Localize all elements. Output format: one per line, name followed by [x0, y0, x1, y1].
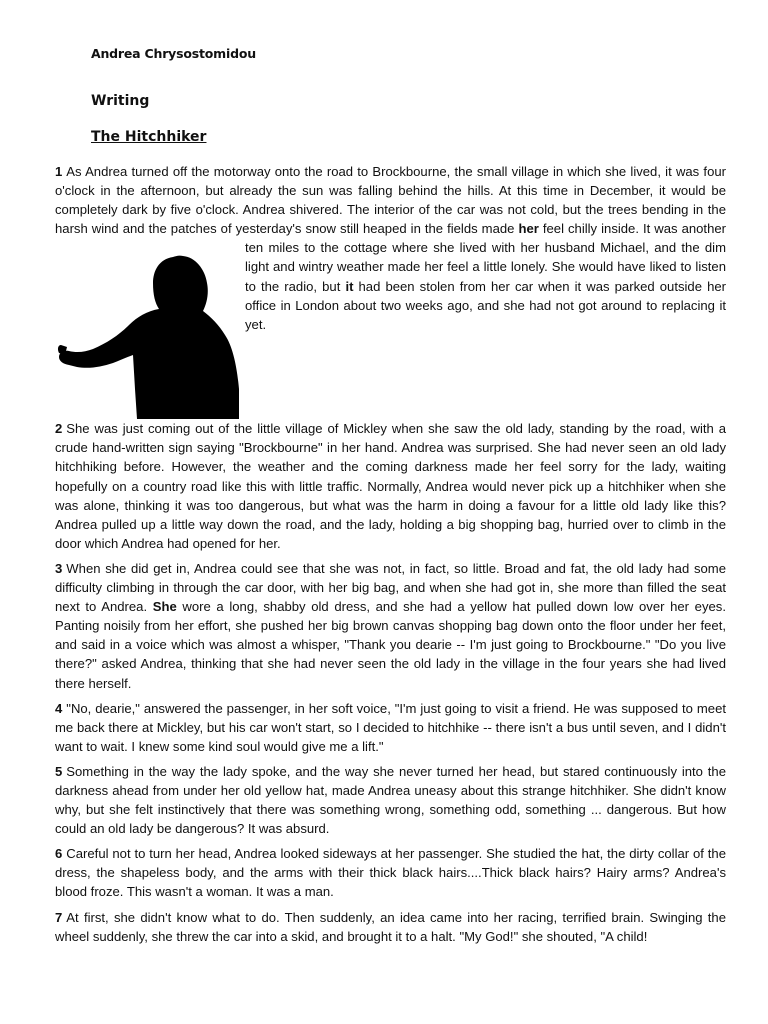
- paragraph-number: 7: [55, 909, 63, 925]
- paragraph-5-text: Something in the way the lady spoke, and the way she never turned her head, but stared continuously into the darkness ahead from under her old yellow hat, made Andrea uneasy about this strange hitchhiker. She didn't know why, but she felt instinctively that there was something wrong, something odd, something ... dangerous. But how could an old lady be dangerous? It was absurd.: [55, 763, 726, 837]
- paragraph-1-text-a: As Andrea turned off the motorway onto the road to Brockbourne, the small village in which she lived, it was four o'clock in the afternoon, but already the sun was falling behind the hills. At this time in December, it would be completely dark by five o'clock. Andrea shivered. The interior of the car was not cold, but the trees bending in the harsh wind and the patches of yesterday's snow still heaped in the fields made: [55, 164, 726, 237]
- emphasis-it: it: [345, 278, 354, 294]
- hitchhiker-silhouette-icon: [55, 239, 241, 419]
- paragraph-4: [55, 699, 726, 756]
- paragraph-number: 6: [55, 846, 63, 862]
- paragraph-6-text: Careful not to turn her head, Andrea looked sideways at her passenger. She studied the hat, the dirty collar of the dress, the shapeless body, and the arms with their thick black hairs....Thick black hairs? Hairy arms? Andrea's blood froze. This wasn't a woman. It was a man.: [55, 846, 726, 900]
- emphasis-she: She: [152, 599, 177, 615]
- paragraph-5: [55, 762, 726, 838]
- story-title: The Hitchhiker: [91, 129, 207, 145]
- paragraph-7-text: At first, she didn't know what to do. Then suddenly, an idea came into her racing, terrified brain. Swinging the wheel suddenly, she threw the car into a skid, and brought it to a halt. "My God!" she shouted, "A child!: [55, 909, 726, 944]
- paragraph-number: 5: [55, 763, 63, 779]
- paragraph-1-text-c: feel chilly inside. It was another ten miles to the cottage where she lived with her husband Michael, and the dim light and wintry weather made her feel a little lonely. She would have liked to listen to the radio, but: [245, 221, 726, 294]
- story-body: [55, 162, 726, 952]
- paragraph-1: [55, 162, 726, 334]
- paragraph-4-text: "No, dearie," answered the passenger, in her soft voice, "I'm just going to visit a friend. He was supposed to meet me back there at Mickley, but his car won't start, so I decided to hitchhike -- there isn't a bus until seven, and I didn't want to wait. I knew some kind soul would give me a lift.": [55, 700, 726, 754]
- paragraph-number: 1: [55, 164, 63, 179]
- paragraph-3: [55, 559, 726, 693]
- section-heading: Writing: [91, 93, 150, 109]
- paragraph-7: [55, 908, 726, 946]
- paragraph-number: 3: [55, 560, 63, 576]
- paragraph-1-text-d: had been stolen from her car when it was parked outside her office in London about two weeks ago, and she had not got around to replacing it yet.: [245, 278, 727, 332]
- author-name: Andrea Chrysostomidou: [91, 46, 256, 61]
- paragraph-6: [55, 844, 726, 901]
- paragraph-number: 2: [55, 421, 63, 437]
- emphasis-her: her: [518, 221, 539, 237]
- paragraph-2-text: She was just coming out of the little village of Mickley when she saw the old lady, standing by the road, with a crude hand-written sign saying "Brockbourne" in her hand. Andrea was surprised. She had never seen an old lady hitchhiking before. However, the weather and the coming darkness made her feel sorry for the lady, waiting hopefully on a country road like this with little traffic. Normally, Andrea would never pick up a hitchhiker when she was alone, thinking it was too dangerous, but what was the harm in doing a favour for a little old lady like this? Andrea pulled up a little way down the road, and the lady, holding a big shopping bag, hurried over to climb in the door which Andrea had opened for her.: [55, 421, 726, 551]
- paragraph-2: [55, 419, 726, 553]
- paragraph-3-text-c: wore a long, shabby old dress, and she had a yellow hat pulled down low over her eyes. Panting noisily from her effort, she pushed her big brown canvas shopping bag down onto the floor under her feet, and said in a voice which was almost a whisper, "Thank you dearie -- I'm just going to Brockbourne." "Do you live there?" asked Andrea, thinking that she had never seen the old lady in the village in the four years she had lived there herself.: [55, 599, 726, 691]
- paragraph-3-text-a: When she did get in, Andrea could see that she was not, in fact, so little. Broad and fat, the old lady had some difficulty climbing in through the car door, with her big bag, and when she had got in, she more than filled the seat next to Andrea.: [55, 560, 726, 615]
- paragraph-number: 4: [55, 700, 63, 716]
